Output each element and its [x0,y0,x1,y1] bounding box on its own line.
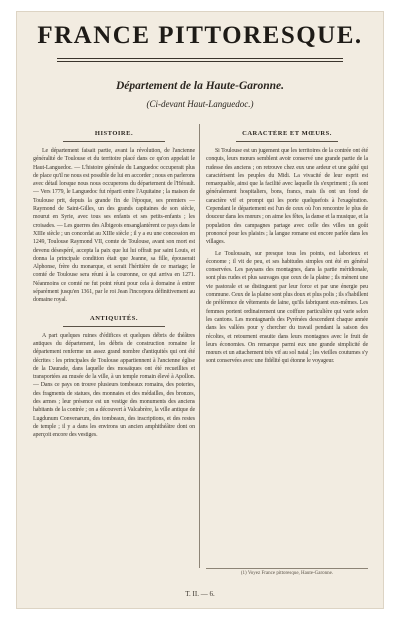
title-rule-upper [57,58,343,59]
histoire-paragraph: Le département faisait partie, avant la révolution, de l'ancienne généralité de Toulouse et du territoire placé dans ce qu'on appelait le Haut-Languedoc. — L'histoire générale du Languedoc occuperait plus de place qu'il ne nous est possible de lui en accorder ; nous en parlerons avec détail lorsque nous nous occuperons du département de l'Hérault. — Vers 1779, le Languedoc fut réparti entre l'Aquitaine ; la maison de Toulouse prit, depuis la grande fin de l'époque, ses premiers — Raymond de Saint-Gilles, un des grands capitaines de son siècle, mourut en Syrie, avec tous ses enfants et ses petits-enfants ; les croisades. — Les guerres des Albigeois ensanglantèrent ce pays dans le XIIIe siècle ; un concordat au XIIIe siècle ; il y a eu une concession en 1249, Toulouse Raymond VII, comte de Toulouse, avant son mort est devenu désespéré, accepta la paix que lui lui offrait par saint Louis, et donna la principale condition était que Jeanne, sa fille, épouserait Alphonse, frère du monarque, et serait l'héritière de ce mariage; le comté de Toulouse sera réuni à la couronne, ce qui arriva en 1271. Néanmoins ce comté ne fut point réuni pour cela à domaine à entrer séparément jusqu'en 1361, par le roi Jean l'incorpora définitivement au domaine royal. [33,148,195,304]
title-rule-lower [57,61,343,62]
caractere-paragraph-2: Le Toulousain, sur presque tous les points, est laborieux et économe ; il vit de peu, et ses habitudes simples ont été en général conservées. Les paysans des montagnes, dans la partie méridionale, sont plus rudes et plus sauvages que ceux de la plaine ; ils mènent une vie pastorale et se distinguent par leur force et par une énergie peu commune. Ceux de la plaine sont plus doux et plus polis ; ils s'habillent de préférence de vêtements de laine, qu'ils fabriquent eux-mêmes. Les femmes portent ordinairement une coiffure particulière qui varie selon les cantons. Les montagnards des Pyrénées descendent chaque année dans les vallées pour y chercher du travail pendant la saison des récoltes, et retournent ensuite dans leurs montagnes avec le fruit de leurs économies. On remarque parmi eux une grande simplicité de mœurs et un attachement très vif au sol natal ; les vieilles coutumes s'y sont conservées avec une fidélité qui étonne le voyageur. [206,250,368,365]
heading-rule [63,326,165,327]
section-heading-histoire: HISTOIRE. [94,130,134,137]
heading-rule [63,141,165,142]
antiquites-paragraph: A part quelques ruines d'édifices et quelques débris de théâtres antiques du département, les débris de construction romaine le département renferme un assez grand nombre d'antiquités qui ont été décrites : les principales de Toulouse appartiennent à l'ancienne église de la Daurade, dans laquelle des mosaïques ont été recueillies et transportées au musée de la ville, à un temple romain élevé à Apollon. — Dans ce pays on trouve plusieurs tombeaux romains, des poteries, des fragments de statues, des monnaies et des médailles, des bronzes, des armes ; leur présence est un vestige des monuments des anciens habitants de la contrée ; on a découvert à Valcabrère, la ville antique de Lugdunum Convenarum, des tombeaux, des inscriptions, et des restes de temple ; il y a dans les environs un ancien amphithéâtre dont on aperçoit encore des vestiges. [33,332,195,439]
section-heading-caractere: CARACTÈRE ET MŒURS. [242,130,332,137]
section-heading-antiquites: ANTIQUITÉS. [90,314,138,322]
caractere-paragraph-1: Si Toulouse est un jugement que les territoires de la contrée ont été conquis, leurs mœurs semblent avoir conservé une grande partie de la rudesse des anciens ; on retrouve chez eux une ardeur et une gaîté qui caractérisent les peuples du Midi. La vivacité de leur esprit est remarquable, ainsi que la facilité avec laquelle ils s'expriment ; ils sont généralement hospitaliers, bons, francs, mais ils ont un fond de caractère vif et prompt qui les porte quelquefois à l'exagération. Cependant le département est l'un de ceux où l'on rencontre le plus de douceur dans les mœurs ; on aime les fêtes, la danse et la musique, et la population des campagnes partage avec celle des villes un goût prononcé pour les plaisirs ; la langue romane est encore parlée dans les villages. [206,148,368,246]
department-title: Département de la Haute-Garonne. [115,80,285,92]
document-page [17,12,383,608]
footnote-rule [206,568,368,569]
footnote: (1) Voyez France pittoresque, Haute-Garonne. [240,571,334,576]
left-column [33,130,195,443]
page-number: T. II. — 6. [185,590,215,598]
column-divider [199,124,200,568]
page-title: FRANCE PITTORESQUE. [37,22,363,49]
former-province-caption: (Ci-devant Haut-Languedoc.) [146,99,254,109]
heading-rule [236,141,338,142]
right-column [206,130,368,369]
